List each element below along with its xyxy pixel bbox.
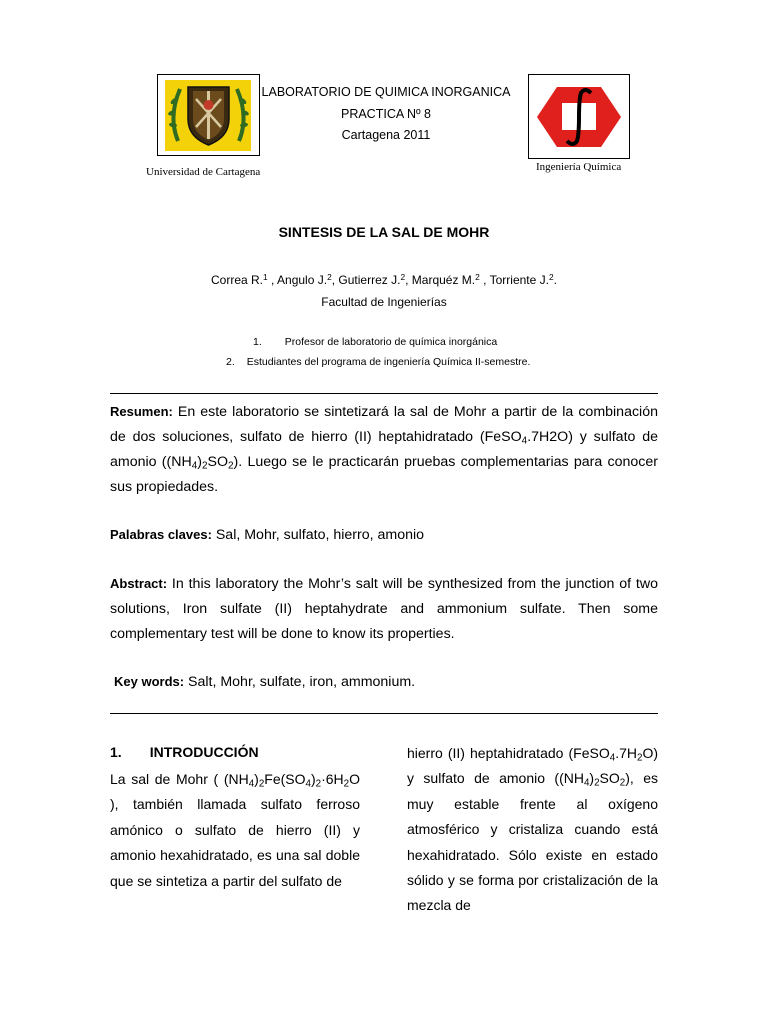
intro-left-text: La sal de Mohr ( $(NH_4)_2Fe(SO_4)_2\cdot 6H_2O$ ), también llamada sulfato ferroso amónico o sulfato de hierro (II) y amonio hexahidratado, es una sal doble que se sintetiza a partir del sulfato de: [110, 771, 360, 889]
abstract-label: Abstract:: [110, 576, 168, 591]
key-words: Key words: Salt, Mohr, sulfate, iron, ammonium.: [114, 674, 416, 690]
author: Gutierrez J.$^2$,: [338, 272, 412, 287]
faculty: Facultad de Ingenierías: [321, 295, 447, 309]
affiliation-1: 1. Profesor de laboratorio de química inorgánica: [253, 336, 498, 348]
keywords-label: Key words:: [114, 674, 185, 689]
author: Torriente J.$^2$.: [489, 272, 557, 287]
right-logo-box: [528, 74, 630, 159]
section-number: 1.: [110, 744, 122, 760]
left-logo-caption: Universidad de Cartagena: [146, 166, 261, 178]
lab-name: LABORATORIO DE QUIMICA INORGANICA: [261, 85, 511, 99]
affiliation-2: 2. Estudiantes del programa de ingeniería Química II-semestre.: [226, 356, 531, 368]
right-logo-caption: Ingeniería Química: [536, 161, 622, 173]
section-title: INTRODUCCIÓN: [149, 744, 259, 760]
intro-right-column: [407, 741, 658, 919]
paper-title: SINTESIS DE LA SAL DE MOHR: [278, 224, 490, 240]
palabras-label: Palabras claves:: [110, 527, 212, 542]
practica-number: PRACTICA Nº 8: [340, 107, 431, 121]
abstract-paragraph: Abstract: In this laboratory the Mohr’s salt will be synthesized from the junction of two solutions, Iron sulfate (II) heptahydrate and ammonium sulfate. Then some complementary test will be done to know its properties.: [110, 576, 658, 642]
left-logo-box: [157, 74, 260, 156]
integral-hexagon-icon: [529, 75, 629, 158]
author: Marquéz M.$^2$ ,: [411, 272, 490, 287]
author-list: [100, 273, 668, 287]
author: Correa R.$^1$ ,: [211, 272, 278, 287]
section-heading: [110, 744, 259, 760]
resumen-paragraph: Resumen: En este laboratorio se sintetizará la sal de Mohr a partir de la combinación de dos soluciones, sulfato de hierro (II) heptahidratado (FeSO$_4$.7H2O) y sulfato de amonio $((NH_4)_2SO_2)$. Luego se le practicarán pruebas complementarias para conocer sus propiedades.: [110, 404, 658, 495]
place-year: Cartagena 2011: [341, 128, 431, 142]
bottom-rule: [110, 713, 658, 714]
intro-left-column: [110, 767, 360, 894]
palabras-claves: Palabras claves: Sal, Mohr, sulfato, hierro, amonio: [110, 527, 425, 543]
intro-right-text: hierro (II) heptahidratado $(FeSO_4.7H_2O)$ y sulfato de amonio $((NH_4)_2SO_2)$, es muy estable frente al oxígeno atmosférico y cristaliza cuando está hexahidratado. Sólo existe en estado sólido y se forma por cristalización de la mezcla de: [407, 745, 658, 914]
top-rule: [110, 393, 658, 394]
university-crest-icon: [158, 75, 259, 155]
author: Angulo J.$^2$,: [277, 272, 339, 287]
resumen-label: Resumen:: [110, 404, 173, 419]
